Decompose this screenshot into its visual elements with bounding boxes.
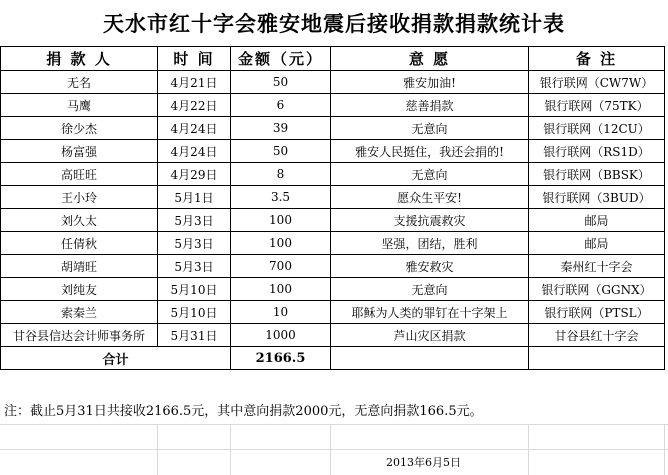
table-row: [1, 71, 665, 94]
cell-time: 4月21日: [158, 71, 231, 94]
cell-time: 5月10日: [158, 301, 231, 324]
cell-amount: 8: [231, 163, 331, 186]
cell-remark: 银行联网（RS1D）: [529, 140, 665, 163]
cell-time: 4月29日: [158, 163, 231, 186]
cell-time: 5月3日: [158, 209, 231, 232]
table-row: [1, 324, 665, 347]
cell-remark: 银行联网（BBSK）: [529, 163, 665, 186]
cell-remark: 银行联网（CW7W）: [529, 71, 665, 94]
cell-time: 5月3日: [158, 232, 231, 255]
cell-donor: 索秦兰: [1, 301, 158, 324]
cell-remark: 邮局: [529, 232, 665, 255]
cell-remark: 银行联网（PTSL）: [529, 301, 665, 324]
cell-donor: 高旺旺: [1, 163, 158, 186]
cell-time: 5月10日: [158, 278, 231, 301]
cell-remark: 秦州红十字会: [529, 255, 665, 278]
table-row: [1, 94, 665, 117]
cell-intention: 慈善捐款: [331, 94, 529, 117]
cell-intention: 耶稣为人类的罪钉在十字架上: [331, 301, 529, 324]
sheet-gridline: [0, 424, 668, 425]
total-row: [1, 347, 665, 370]
sheet-gridline: [230, 424, 231, 475]
header-donor: 捐 款 人: [1, 47, 158, 71]
table-row: [1, 117, 665, 140]
cell-intention: 雅安救灾: [331, 255, 529, 278]
cell-amount: 3.5: [231, 186, 331, 209]
cell-amount: 6: [231, 94, 331, 117]
cell-amount: 50: [231, 71, 331, 94]
table-row: [1, 186, 665, 209]
cell-amount: 100: [231, 232, 331, 255]
cell-remark: 银行联网（12CU）: [529, 117, 665, 140]
cell-intention: 雅安人民挺住，我还会捐的!: [331, 140, 529, 163]
cell-remark: 银行联网（3BUD）: [529, 186, 665, 209]
header-time: 时 间: [158, 47, 231, 71]
cell-remark: 邮局: [529, 209, 665, 232]
cell-time: 5月31日: [158, 324, 231, 347]
cell-donor: 任倩秋: [1, 232, 158, 255]
total-label: 合计: [1, 347, 231, 370]
header-remark: 备 注: [529, 47, 665, 71]
table-row: [1, 140, 665, 163]
cell-time: 5月1日: [158, 186, 231, 209]
cell-donor: 胡靖旺: [1, 255, 158, 278]
cell-amount: 100: [231, 209, 331, 232]
cell-intention: 无意向: [331, 117, 529, 140]
cell-intention: 支援抗震救灾: [331, 209, 529, 232]
table-row: [1, 255, 665, 278]
donation-table: [0, 46, 665, 370]
sheet-gridline: [664, 424, 665, 475]
sheet-gridline: [157, 424, 158, 475]
table-row: [1, 209, 665, 232]
header-intention: 意 愿: [331, 47, 529, 71]
cell-time: 5月3日: [158, 255, 231, 278]
table-row: [1, 163, 665, 186]
page-title: 天水市红十字会雅安地震后接收捐款捐款统计表: [103, 11, 565, 36]
cell-amount: 100: [231, 278, 331, 301]
cell-amount: 50: [231, 140, 331, 163]
cell-intention: 无意向: [331, 163, 529, 186]
cell-donor: 杨富强: [1, 140, 158, 163]
cell-intention: 坚强，团结，胜利: [331, 232, 529, 255]
cell-intention: 无意向: [331, 278, 529, 301]
cell-donor: 马鹰: [1, 94, 158, 117]
cell-amount: 10: [231, 301, 331, 324]
total-amount: 2166.5: [231, 347, 331, 370]
cell-remark: 银行联网（GGNX）: [529, 278, 665, 301]
cell-remark: 银行联网（75TK）: [529, 94, 665, 117]
cell-amount: 700: [231, 255, 331, 278]
table-row: [1, 278, 665, 301]
summary-note: 注：截止5月31日共接收2166.5元，其中意向捐款2000元，无意向捐款166.5元。: [4, 404, 483, 419]
sheet-gridline: [0, 449, 668, 450]
table-row: [1, 232, 665, 255]
cell-donor: 徐少杰: [1, 117, 158, 140]
table-header-row: [1, 47, 665, 71]
cell-intention: 雅安加油!: [331, 71, 529, 94]
cell-donor: 王小玲: [1, 186, 158, 209]
cell-donor: 甘谷县信达会计师事务所: [1, 324, 158, 347]
sheet-gridline: [528, 424, 529, 475]
cell-donor: 刘纯友: [1, 278, 158, 301]
table-row: [1, 301, 665, 324]
report-date: 2013年6月5日: [386, 456, 461, 469]
cell-time: 4月24日: [158, 140, 231, 163]
header-amount: 金额（元）: [231, 47, 331, 71]
cell-amount: 1000: [231, 324, 331, 347]
cell-intention: 芦山灾区捐款: [331, 324, 529, 347]
total-empty-cell: [529, 347, 665, 370]
cell-time: 4月22日: [158, 94, 231, 117]
cell-time: 4月24日: [158, 117, 231, 140]
sheet-gridline: [330, 424, 331, 475]
cell-remark: 甘谷县红十字会: [529, 324, 665, 347]
cell-amount: 39: [231, 117, 331, 140]
total-empty-cell: [331, 347, 529, 370]
cell-intention: 愿众生平安!: [331, 186, 529, 209]
cell-donor: 无名: [1, 71, 158, 94]
cell-donor: 刘久太: [1, 209, 158, 232]
